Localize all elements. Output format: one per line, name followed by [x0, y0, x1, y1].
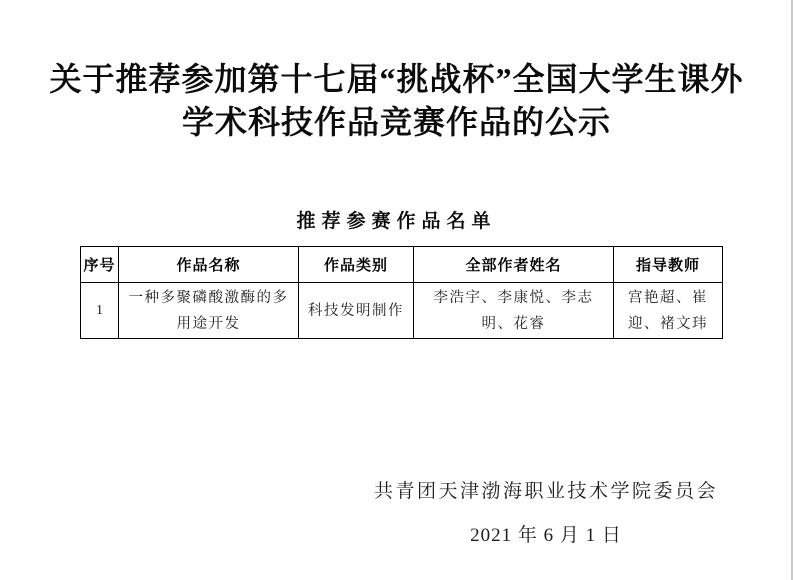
col-header-work-title: 作品名称 — [119, 247, 299, 283]
table-header-row — [81, 247, 723, 283]
cell-index: 1 — [81, 283, 119, 339]
title-line-1: 关于推荐参加第十七届“挑战杯”全国大学生课外 — [49, 61, 744, 97]
col-header-teachers: 指导教师 — [614, 247, 723, 283]
signature-date: 2021 年 6 月 1 日 — [470, 525, 622, 546]
signature-organization: 共青团天津渤海职业技术学院委员会 — [373, 481, 718, 502]
cell-authors: 李浩宇、李康悦、李志明、花睿 — [414, 283, 614, 339]
title-line-2: 学术科技作品竞赛作品的公示 — [181, 104, 611, 140]
signature-block — [374, 476, 718, 547]
table-caption: 推荐参赛作品名单 — [296, 211, 497, 232]
document-title — [0, 0, 793, 144]
col-header-authors: 全部作者姓名 — [414, 247, 614, 283]
col-header-category: 作品类别 — [299, 247, 414, 283]
cell-category: 科技发明制作 — [299, 283, 414, 339]
col-header-index: 序号 — [81, 247, 119, 283]
cell-teachers: 宫艳超、崔迎、褚文玮 — [614, 283, 723, 339]
table-row — [81, 283, 723, 339]
cell-work-title: 一种多聚磷酸激酶的多用途开发 — [119, 283, 299, 339]
recommended-works-table — [80, 246, 723, 339]
